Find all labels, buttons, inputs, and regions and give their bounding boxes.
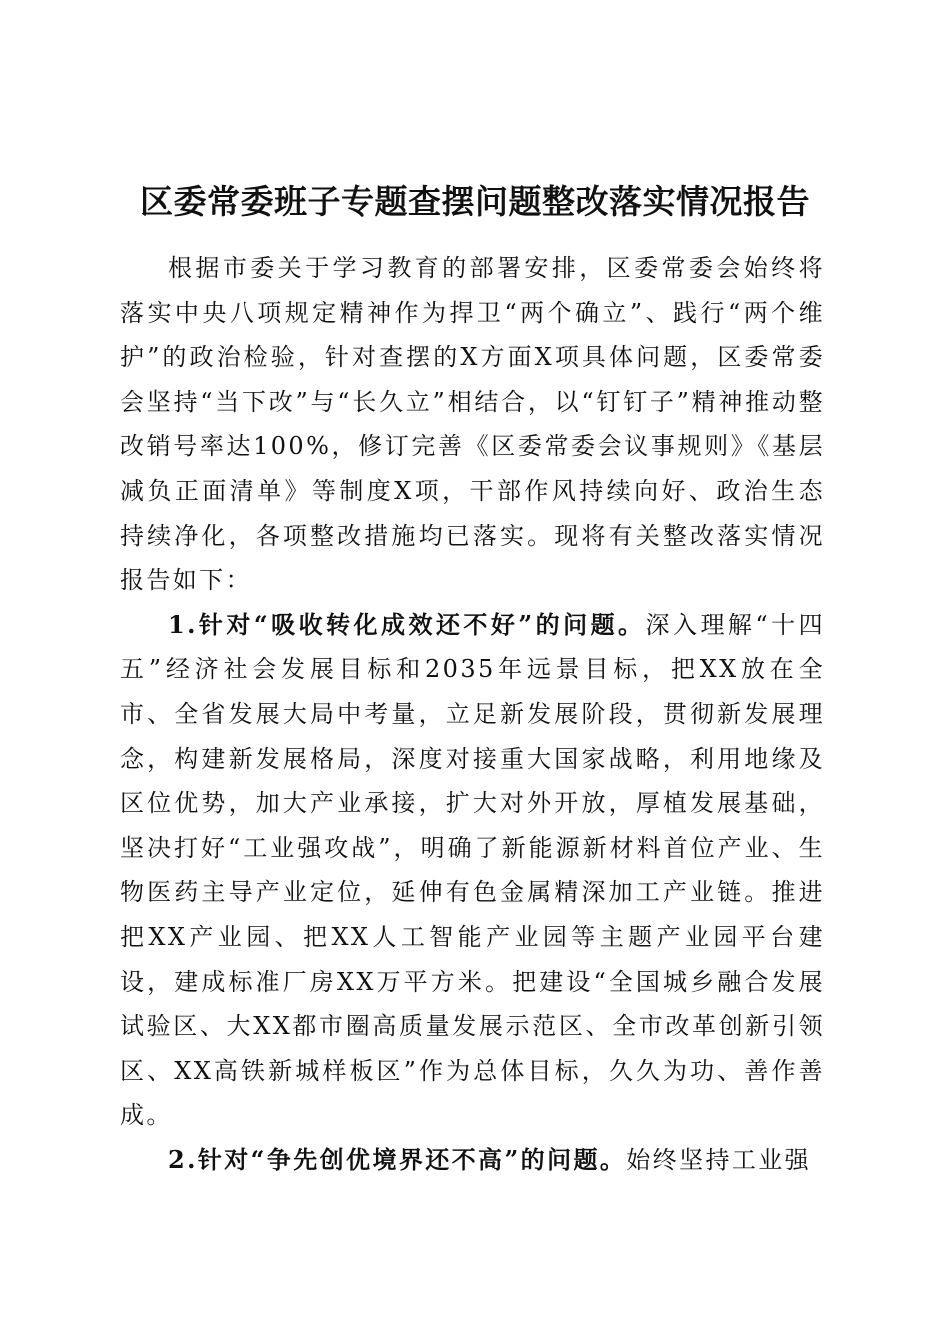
document-body bbox=[120, 246, 825, 1182]
document-title: 区委常委班子专题查摆问题整改落实情况报告 bbox=[140, 182, 810, 221]
paragraph-item-1 bbox=[120, 603, 825, 1138]
paragraph-text: 深入理解“十四五”经济社会发展目标和2035年远景目标，把XX放在全市、全省发展大局中考量，立足新发展阶段，贯彻新发展理念，构建新发展格局，深度对接重大国家战略，利用地缘及区位优势，加大产业承接，扩大对外开放，厚植发展基础，坚决打好“工业强攻战”，明确了新能源新材料首位产业、生物医药主导产业定位，延伸有色金属精深加工产业链。推进把XX产业园、把XX人工智能产业园等主题产业园平台建设，建成标准厂房XX万平方米。把建设“全国城乡融合发展试验区、大XX都市圈高质量发展示范区、全市改革创新引领区、XX高铁新城样板区”作为总体目标，久久为功、善作善成。 bbox=[120, 610, 825, 1130]
paragraph-text: 始终坚持工业强 bbox=[626, 1145, 812, 1174]
paragraph-heading: 1.针对“吸收转化成效还不好”的问题。 bbox=[168, 609, 646, 639]
paragraph-intro bbox=[120, 246, 825, 603]
paragraph-text: 根据市委关于学习教育的部署安排，区委常委会始终将落实中央八项规定精神作为捍卫“两个确立”、践行“两个维护”的政治检验，针对查摆的X方面X项具体问题，区委常委会坚持“当下改”与“长久立”相结合，以“钉钉子”精神推动整改销号率达100%，修订完善《区委常委会议事规则》《基层减负正面清单》等制度X项，干部作风持续向好、政治生态持续净化，各项整改措施均已落实。现将有关整改落实情况报告如下： bbox=[120, 254, 825, 595]
paragraph-item-2 bbox=[120, 1138, 825, 1183]
paragraph-heading: 2.针对“争先创优境界还不高”的问题。 bbox=[168, 1144, 627, 1174]
